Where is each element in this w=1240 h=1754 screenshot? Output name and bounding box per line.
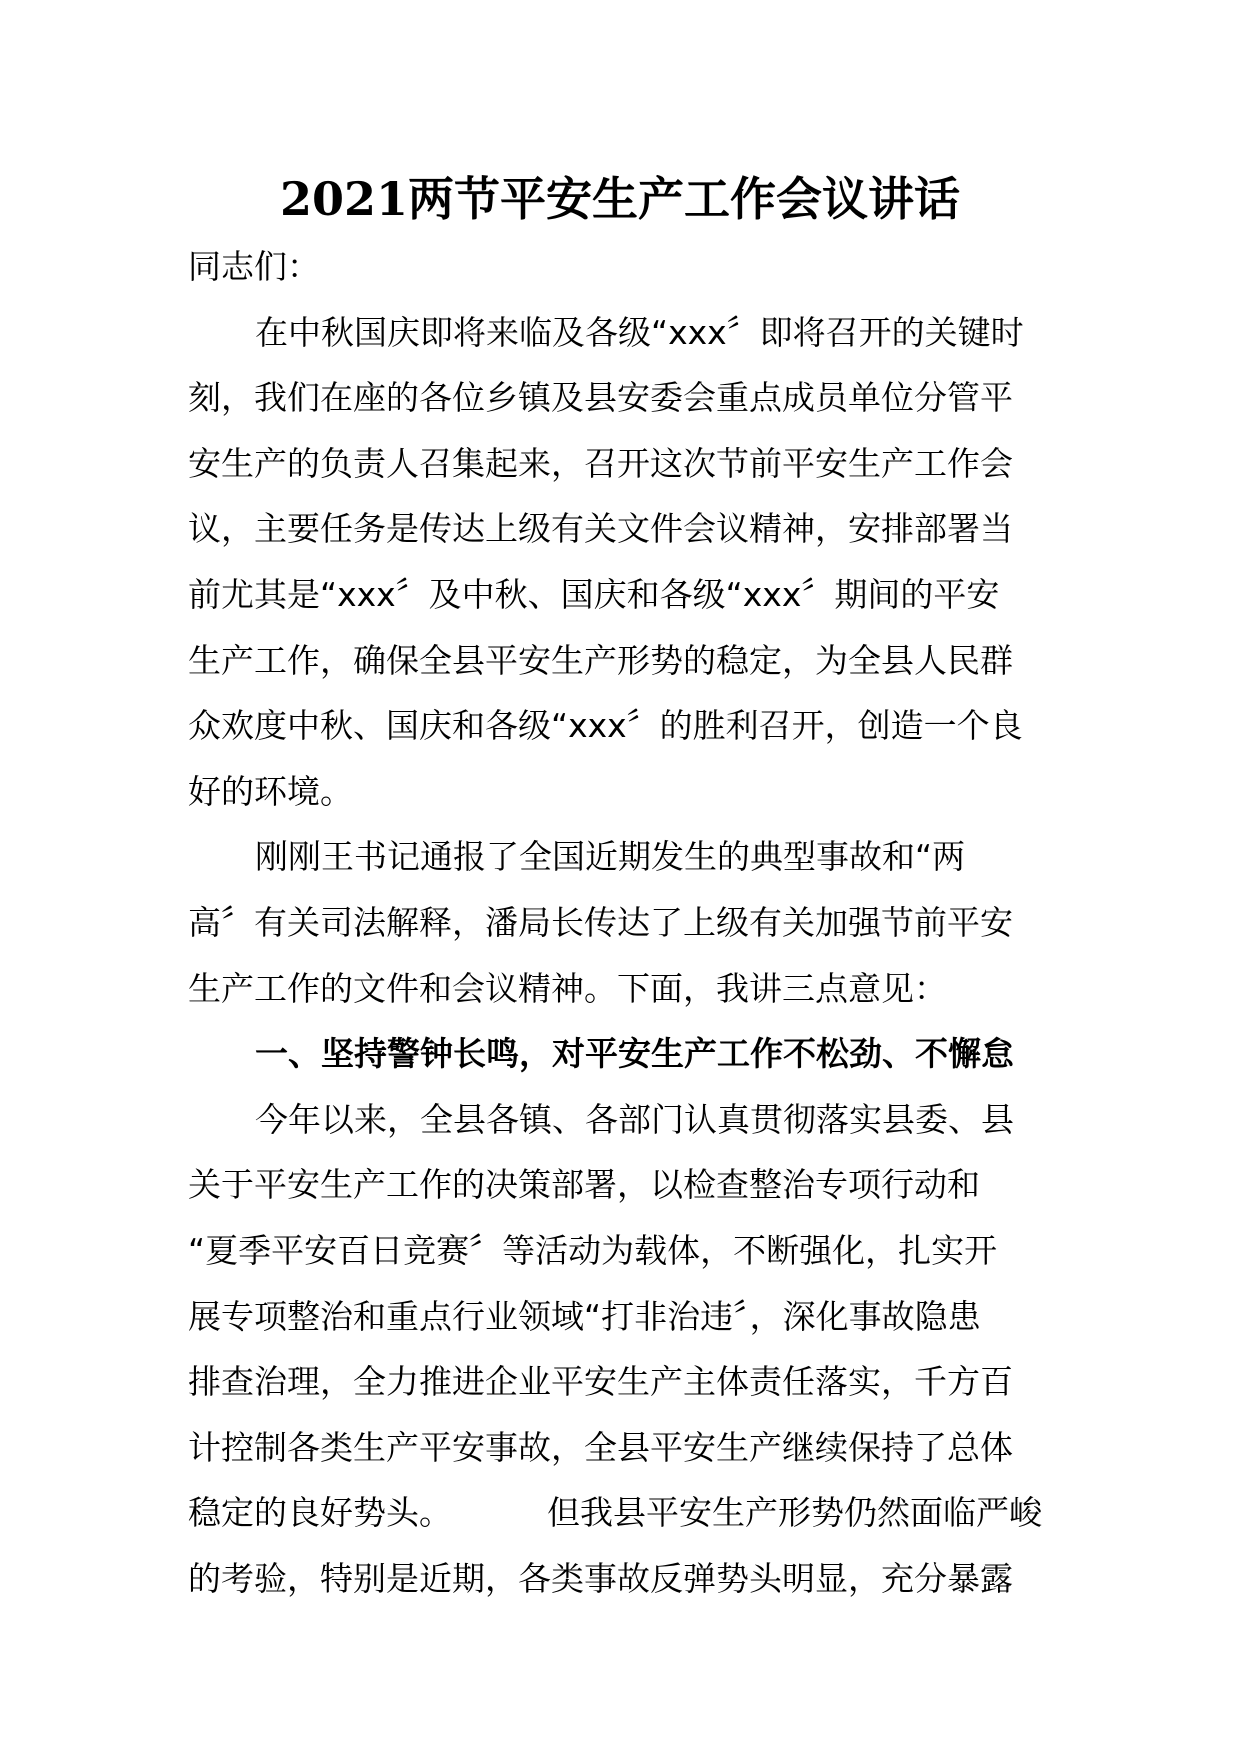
paragraph-line: 刚刚王书记通报了全国近期发生的典型事故和“两 bbox=[255, 837, 966, 877]
paragraph-line: 生产工作，确保全县平安生产形势的稳定，为全县人民群 bbox=[188, 640, 1013, 680]
paragraph-line: 计控制各类生产平安事故，全县平安生产继续保持了总体 bbox=[188, 1427, 1013, 1467]
document-title: 2021两节平安生产工作会议讲话 bbox=[279, 172, 961, 226]
paragraph-1 bbox=[188, 300, 1058, 825]
paragraph-line: 展专项整治和重点行业领域“打非治违〞，深化事故隐患 bbox=[188, 1296, 981, 1336]
salutation: 同志们： bbox=[188, 247, 320, 286]
document-body bbox=[188, 234, 1058, 1611]
paragraph-2 bbox=[188, 824, 1058, 1021]
paragraph-line: 好的环境。 bbox=[188, 771, 353, 811]
paragraph-line: “夏季平安百日竞赛〞等活动为载体，不断强化，扎实开 bbox=[188, 1230, 998, 1270]
paragraph-line: 前尤其是“xxx〞及中秋、国庆和各级“xxx〞期间的平安 bbox=[188, 574, 1000, 614]
paragraph-line: 生产工作的文件和会议精神。下面，我讲三点意见： bbox=[188, 968, 947, 1008]
paragraph-line: 关于平安生产工作的决策部署，以检查整治专项行动和 bbox=[188, 1165, 980, 1205]
paragraph-line: 在中秋国庆即将来临及各级“xxx〞即将召开的关键时 bbox=[255, 312, 1024, 352]
split-line-left: 稳定的良好势头。 bbox=[188, 1493, 452, 1533]
paragraph-line: 议，主要任务是传达上级有关文件会议精神，安排部署当 bbox=[188, 509, 1013, 549]
paragraph-split-line bbox=[188, 1480, 1058, 1546]
paragraph-line: 高〞有关司法解释，潘局长传达了上级有关加强节前平安 bbox=[188, 902, 1013, 942]
paragraph-line: 今年以来，全县各镇、各部门认真贯彻落实县委、县 bbox=[255, 1099, 1014, 1139]
paragraph-line: 的考验，特别是近期，各类事故反弹势头明显，充分暴露 bbox=[188, 1558, 1013, 1598]
paragraph-line: 安生产的负责人召集起来，召开这次节前平安生产工作会 bbox=[188, 443, 1013, 483]
paragraph-line: 刻，我们在座的各位乡镇及县安委会重点成员单位分管平 bbox=[188, 378, 1013, 418]
split-line-right: 但我县平安生产形势仍然面临严峻 bbox=[547, 1493, 1042, 1533]
section-heading-1: 一、坚持警钟长鸣，对平安生产工作不松劲、不懈怠 bbox=[255, 1034, 1014, 1074]
paragraph-3 bbox=[188, 1087, 1058, 1612]
paragraph-line: 排查治理，全力推进企业平安生产主体责任落实，千方百 bbox=[188, 1362, 1013, 1402]
paragraph-line: 众欢度中秋、国庆和各级“xxx〞的胜利召开，创造一个良 bbox=[188, 706, 1023, 746]
